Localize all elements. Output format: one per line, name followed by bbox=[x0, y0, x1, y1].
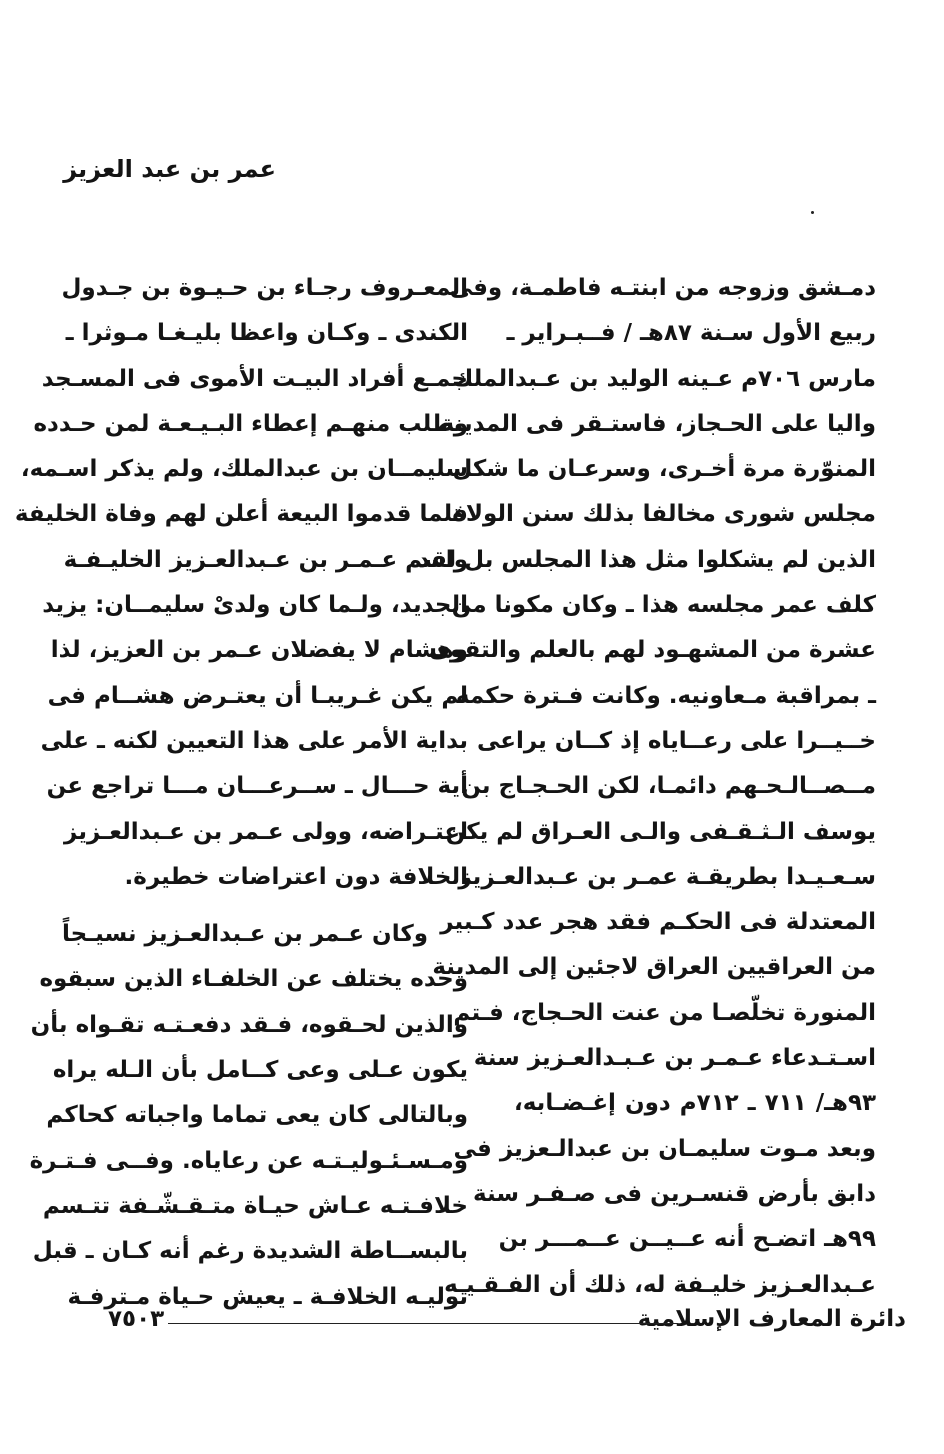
text-line: سليمــان بن عبدالملك، ولم يذكر اسـمه، bbox=[20, 456, 468, 483]
text-line: أية حـــال ـ ســرعـــان مـــا تراجع عن bbox=[46, 773, 468, 800]
text-line: بالبســاطة الشديدة رغم أنه كـان ـ قبل bbox=[32, 1238, 468, 1265]
text-line: من العراقيين العراق لاجئين إلى المدينة bbox=[432, 954, 876, 981]
text-line: خــيــرا على رعــاياه إذ كــان يراعى bbox=[476, 727, 876, 754]
text-column-right bbox=[417, 266, 877, 1308]
text-line: ربيع الأول سـنة ٨٧هـ / فــبـراير ـ bbox=[506, 320, 876, 347]
text-line: وبعد مـوت سليمـان بن عبدالـعزيز فى bbox=[453, 1135, 876, 1162]
text-line: سـعـيـدا بطريقـة عمـر بن عـبدالعـزيز bbox=[458, 863, 876, 890]
text-line: كلف عمر مجلسه هذا ـ وكان مكونا من bbox=[451, 592, 876, 619]
text-line: المعـروف رجـاء بن حـيـوة بن جـدول bbox=[61, 275, 468, 301]
text-line: مجلس شورى مخالفا بذلك سنن الولاة bbox=[452, 501, 876, 528]
text-line: مارس ٧٠٦م عـينه الوليد بن عـبدالملك bbox=[452, 365, 876, 392]
text-line: الجديد، ولـما كان ولدىْ سليمــان: يزيد bbox=[42, 592, 468, 619]
text-line: عـبدالعـزيز خليـفة له، ذلك أن الفـقـيـه bbox=[444, 1271, 876, 1298]
text-line: دمـشق وزوجه من ابنتـه فاطمـة، وفى bbox=[449, 275, 876, 301]
paragraph-gap bbox=[106, 900, 468, 912]
text-column-left bbox=[14, 266, 468, 1320]
text-line: مــصــالـحـهم دائمـا، لكن الحـجـاج بن bbox=[461, 773, 876, 800]
text-line: بداية الأمر على هذا التعيين لكنه ـ على bbox=[40, 727, 468, 754]
text-line: ومـسـئـوليـتـه عن رعاياه. وفــى فـتـرة bbox=[29, 1147, 468, 1174]
text-line: الخلافة دون اعتراضات خطيرة. bbox=[124, 863, 468, 890]
text-line: المعتدلة فى الحكـم فقد هجر عدد كـبير bbox=[440, 909, 876, 936]
text-line: المنورة تخلّصـا من عنت الحـجاج، فـتم bbox=[453, 999, 876, 1026]
footer-encyclopedia-title: دائرة المعارف الإسلامية bbox=[637, 1306, 906, 1332]
text-line: توليـه الخلافـة ـ يعيش حـياة مـترفـة bbox=[67, 1283, 468, 1310]
text-line: يكون عـلى وعى كــامل بأن الـله يراه bbox=[52, 1057, 468, 1084]
text-line: والذين لحـقوه، فـقد دفعـتـه تقـواه بأن bbox=[30, 1011, 468, 1038]
text-line: خلافـتـه عـاش حيـاة متـقـشّـفة تتـسم bbox=[42, 1192, 468, 1219]
running-header-title: عمر بن عبد العزيز bbox=[63, 155, 276, 183]
text-line: لم يكن غـريبـا أن يعتـرض هشــام فى bbox=[47, 682, 468, 709]
text-line: واسم عـمـر بن عـبدالعـزيز الخليـفـة bbox=[63, 546, 468, 573]
text-line: وهشام لا يفضلان عـمر بن العزيز، لذا bbox=[50, 637, 468, 664]
text-line: فلما قدموا البيعة أعلن لهم وفاة الخليفة bbox=[14, 501, 468, 528]
text-line: وحده يختلف عن الخلفـاء الذين سبقوه bbox=[39, 966, 468, 993]
text-line: وطلب منهـم إعطاء البـيـعـة لمن حـدده bbox=[33, 410, 468, 437]
page-number: ٧٥٠٣ bbox=[108, 1306, 165, 1332]
paragraph bbox=[14, 266, 468, 900]
text-line: اعتـراضه، وولى عـمر بن عـبدالعـزيز bbox=[64, 818, 468, 845]
text-line: ٩٣هـ/ ٧١١ ـ ٧١٢م دون إغـضـابه، bbox=[514, 1090, 877, 1117]
text-line: واليا على الحـجاز، فاستـقر فى المدينة bbox=[440, 410, 876, 437]
text-line: ٩٩هـ اتضـح أنه عــيــن عــمـــر بن bbox=[498, 1226, 876, 1253]
text-line: ـ بمراقبة مـعاونيه. وكانت فـترة حكمه bbox=[455, 682, 876, 709]
text-line: جمـع أفراد البيـت الأموى فى المسـجد bbox=[41, 365, 468, 392]
text-line: اسـتـدعاء عـمـر بن عـبـدالعـزيز سنة bbox=[473, 1045, 876, 1072]
text-line: عشرة من المشهـود لهم بالعلم والتقوى bbox=[428, 637, 876, 664]
text-line: دابق بأرض قنسـرين فى صـفـر سنة bbox=[473, 1180, 876, 1207]
footer-rule bbox=[168, 1323, 678, 1324]
text-line: وكان عـمر بن عـبدالعـزيز نسيـجاً bbox=[62, 921, 428, 948]
scan-speck bbox=[811, 211, 814, 214]
text-line: يوسف الـثـقـفى والـى العـراق لم يكن bbox=[445, 818, 876, 845]
paragraph bbox=[29, 912, 468, 1320]
text-line: وبالتالى كان يعى تماما واجباته كحاكم bbox=[46, 1102, 468, 1129]
text-line: الذين لم يشكلوا مثل هذا المجلس بل لقد bbox=[417, 546, 876, 573]
text-line: الكندى ـ وكـان واعظا بليـغـا مـوثرا ـ bbox=[65, 320, 468, 347]
text-line: المنوّرة مرة أخـرى، وسرعـان ما شكل bbox=[452, 456, 876, 483]
page-footer bbox=[108, 1306, 906, 1338]
